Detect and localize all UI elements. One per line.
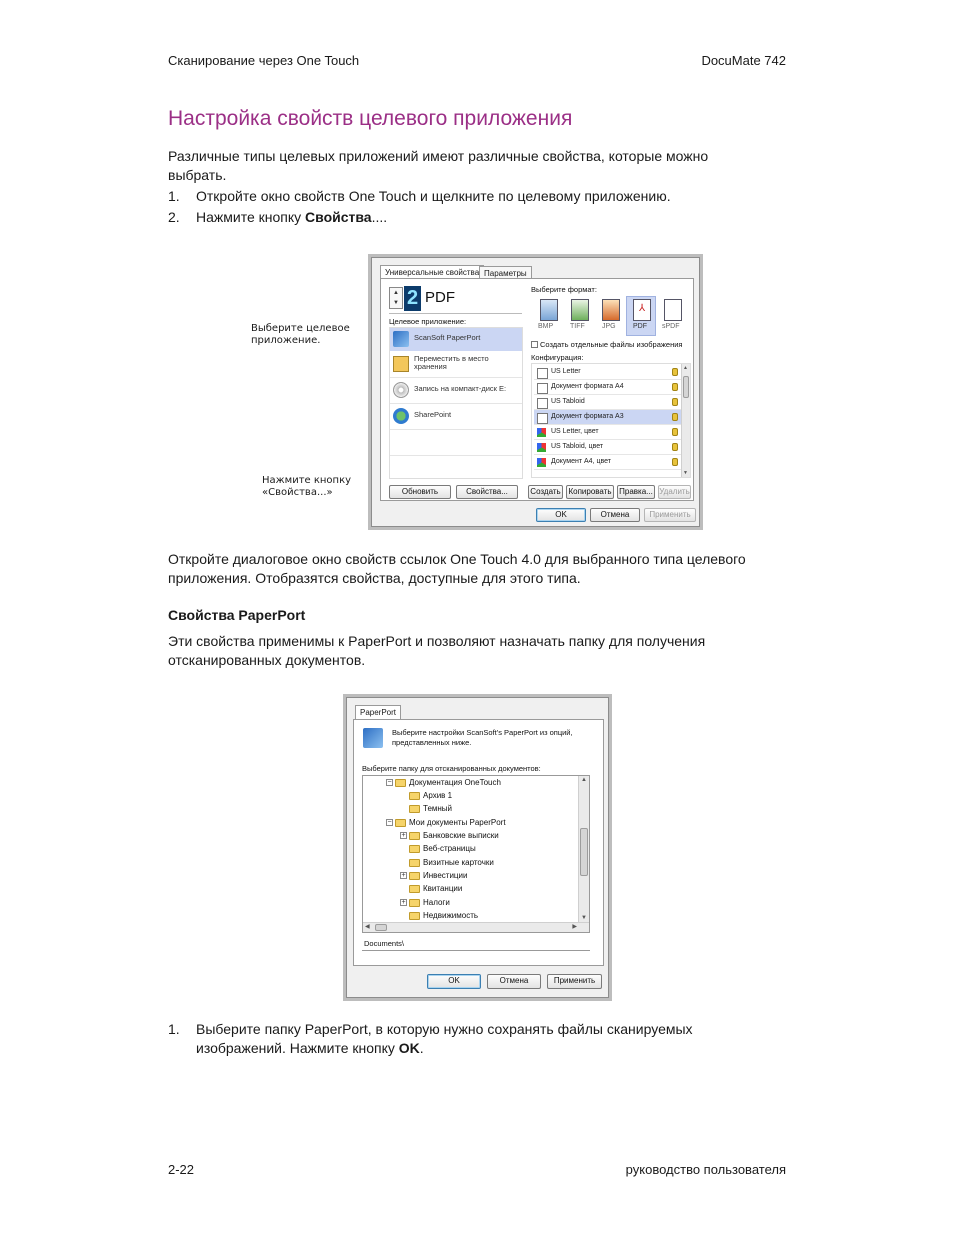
sharepoint-icon — [393, 408, 409, 424]
path-field[interactable]: Documents\ — [362, 938, 590, 951]
format-jpg[interactable]: JPG — [595, 296, 625, 336]
lock-icon — [672, 413, 678, 421]
apply-button[interactable]: Применить — [644, 508, 696, 522]
format-display: PDF — [425, 289, 455, 306]
jpg-file-icon — [602, 299, 620, 321]
page-icon — [537, 383, 548, 394]
folder-icon — [409, 832, 420, 840]
header-right: DocuMate 742 — [701, 53, 786, 68]
apply-button[interactable]: Применить — [547, 974, 602, 989]
app-item-paperport[interactable]: ScanSoft PaperPort — [390, 328, 522, 351]
folder-icon — [409, 792, 420, 800]
scroll-left-icon[interactable]: ◀ — [365, 924, 370, 930]
folder-label: Выберите папку для отсканированных документов: — [362, 764, 541, 773]
delete-button[interactable]: Удалить — [658, 485, 691, 499]
expand-icon[interactable]: + — [401, 872, 406, 880]
color-page-icon — [537, 428, 546, 437]
folder-icon — [409, 899, 420, 907]
lock-icon — [672, 368, 678, 376]
tab-panel — [353, 719, 604, 966]
app-item-storage[interactable]: Переместить в место хранения — [390, 353, 522, 378]
folder-icon — [409, 872, 420, 880]
paperport-icon — [363, 728, 383, 748]
expand-icon[interactable]: + — [401, 832, 406, 840]
bmp-file-icon — [540, 299, 558, 321]
bottom-step-number: 1. — [168, 1021, 180, 1037]
lcd-number-display: 2 — [404, 286, 421, 311]
step-2-text: Нажмите кнопку Свойства.... — [196, 209, 388, 225]
page-number: 2-22 — [168, 1162, 195, 1177]
config-item-selected[interactable]: Документ формата A3 — [534, 410, 682, 425]
tree-item[interactable]: Веб-страницы — [409, 844, 476, 857]
paperport-properties-dialog — [343, 694, 612, 1001]
folder-icon — [395, 779, 406, 787]
tree-item[interactable]: − Документация OneTouch — [387, 778, 501, 787]
scroll-up-icon[interactable]: ▲ — [683, 365, 688, 371]
dialog-body — [371, 257, 700, 527]
footer-right: руководство пользователя — [625, 1162, 786, 1177]
lock-icon — [672, 428, 678, 436]
one-touch-properties-dialog — [368, 254, 703, 530]
callout-select-app: Выберите целевое приложение. — [251, 323, 350, 346]
scroll-down-icon[interactable]: ▼ — [581, 915, 587, 921]
cd-burner-icon — [393, 382, 409, 398]
tree-item[interactable]: + Инвестиции — [401, 871, 468, 880]
ok-button[interactable]: OK — [427, 974, 481, 989]
page-icon — [537, 368, 548, 379]
divider — [389, 313, 522, 314]
step-1-text: Откройте окно свойств One Touch и щелкните по целевому приложению. — [196, 188, 671, 204]
step-1-number: 1. — [168, 188, 180, 204]
format-label: Выберите формат: — [531, 285, 597, 294]
tiff-file-icon — [571, 299, 589, 321]
target-app-list — [389, 327, 523, 479]
config-item[interactable]: US Letter — [534, 365, 682, 380]
separate-files-checkbox[interactable] — [531, 341, 538, 348]
paperport-description: Выберите настройки ScanSoft's PaperPort из опций, представленных ниже. — [392, 728, 573, 747]
page-icon — [537, 413, 548, 424]
paperport-icon — [393, 331, 409, 347]
format-bmp[interactable]: BMP — [533, 296, 563, 336]
step-2-number: 2. — [168, 209, 180, 225]
page-title: Настройка свойств целевого приложения — [168, 107, 573, 130]
color-page-icon — [537, 443, 546, 452]
config-item[interactable]: US Letter, цвет — [534, 425, 682, 440]
intro-paragraph: Различные типы целевых приложений имеют различные свойства, которые можно выбрать. — [168, 148, 709, 183]
page-icon — [537, 398, 548, 409]
config-item[interactable]: Документ A4, цвет — [534, 455, 682, 470]
format-tiff[interactable]: TIFF — [564, 296, 594, 336]
folder-icon — [409, 885, 420, 893]
tab-paperport[interactable]: PaperPort — [355, 705, 401, 719]
copy-button[interactable]: Копировать — [566, 485, 614, 499]
separate-files-label: Создать отдельные файлы изображения — [540, 340, 683, 349]
app-item-sharepoint[interactable]: SharePoint — [390, 405, 522, 430]
expand-icon[interactable]: + — [401, 899, 406, 907]
lock-icon — [672, 398, 678, 406]
config-item[interactable]: US Tabloid — [534, 395, 682, 410]
tree-item[interactable]: + Банковские выписки — [401, 831, 499, 840]
scroll-thumb[interactable] — [580, 828, 588, 876]
app-item-cd-burner[interactable]: Запись на компакт-диск E: — [390, 379, 522, 404]
collapse-icon[interactable]: − — [387, 779, 392, 787]
callout-press-properties: Нажмите кнопку «Свойства...» — [262, 475, 352, 498]
folder-icon — [409, 912, 420, 920]
color-page-icon — [537, 458, 546, 467]
tab-panel — [380, 278, 694, 501]
scroll-updown-icon[interactable]: ▲ ▼ — [389, 287, 403, 309]
format-pdf[interactable]: ⅄ PDF — [626, 296, 656, 336]
section-heading: Свойства PaperPort — [168, 607, 306, 623]
tree-item[interactable]: Архив 1 — [409, 791, 452, 804]
edit-button[interactable]: Правка... — [617, 485, 655, 499]
config-label: Конфигурация: — [531, 353, 584, 362]
tab-universal-properties[interactable]: Универсальные свойства — [380, 265, 484, 279]
divider — [390, 455, 522, 456]
config-item[interactable]: US Tabloid, цвет — [534, 440, 682, 455]
folder-tree — [362, 775, 590, 933]
tab-parameters[interactable]: Параметры — [479, 266, 532, 280]
scroll-thumb[interactable] — [683, 376, 689, 398]
scroll-thumb[interactable] — [375, 924, 387, 931]
storage-icon — [393, 356, 409, 372]
spdf-file-icon — [664, 299, 682, 321]
tree-item[interactable]: Недвижимость — [409, 911, 478, 924]
scroll-right-icon[interactable]: ▶ — [572, 924, 577, 930]
collapse-icon[interactable]: − — [387, 819, 392, 827]
lock-icon — [672, 458, 678, 466]
config-item[interactable]: Документ формата A4 — [534, 380, 682, 395]
tree-item[interactable]: − Мои документы PaperPort — [387, 818, 506, 827]
lock-icon — [672, 383, 678, 391]
cancel-button[interactable]: Отмена — [590, 508, 640, 522]
scroll-down-icon[interactable]: ▼ — [683, 470, 688, 476]
target-app-label: Целевое приложение: — [389, 317, 467, 326]
tree-item[interactable]: + Налоги — [401, 898, 450, 907]
scroll-up-icon[interactable]: ▲ — [581, 777, 587, 783]
config-list — [531, 363, 691, 478]
folder-icon — [409, 805, 420, 813]
cancel-button[interactable]: Отмена — [487, 974, 541, 989]
tree-item[interactable]: Квитанции — [409, 884, 462, 897]
properties-button[interactable]: Свойства... — [456, 485, 518, 499]
tree-item[interactable]: Темный — [409, 804, 452, 817]
format-spdf[interactable]: sPDF — [657, 296, 687, 336]
paperport-paragraph: Эти свойства применимы к PaperPort и позволяют назначать папку для получения отсканированных документов. — [168, 633, 706, 668]
create-button[interactable]: Создать — [528, 485, 563, 499]
format-selector — [531, 296, 689, 338]
folder-icon — [395, 819, 406, 827]
ok-button[interactable]: OK — [536, 508, 586, 522]
tree-horizontal-scrollbar[interactable] — [363, 922, 589, 932]
lock-icon — [672, 443, 678, 451]
dialog-description-paragraph: Откройте диалоговое окно свойств ссылок One Touch 4.0 для выбранного типа целевого приложения. Отобразятся свойства, доступные для этого типа. — [168, 551, 746, 586]
folder-icon — [409, 845, 420, 853]
bottom-step-text: Выберите папку PaperPort, в которую нужно сохранять файлы сканируемых изображений. Нажмите кнопку OK. — [196, 1021, 693, 1056]
folder-icon — [409, 859, 420, 867]
config-scrollbar[interactable] — [681, 364, 690, 477]
refresh-button[interactable]: Обновить — [389, 485, 451, 499]
tree-vertical-scrollbar[interactable] — [578, 776, 589, 922]
pdf-file-icon: ⅄ — [633, 299, 651, 321]
tree-item[interactable]: Визитные карточки — [409, 858, 494, 871]
header-left: Сканирование через One Touch — [168, 53, 360, 68]
dialog-body — [346, 697, 609, 998]
